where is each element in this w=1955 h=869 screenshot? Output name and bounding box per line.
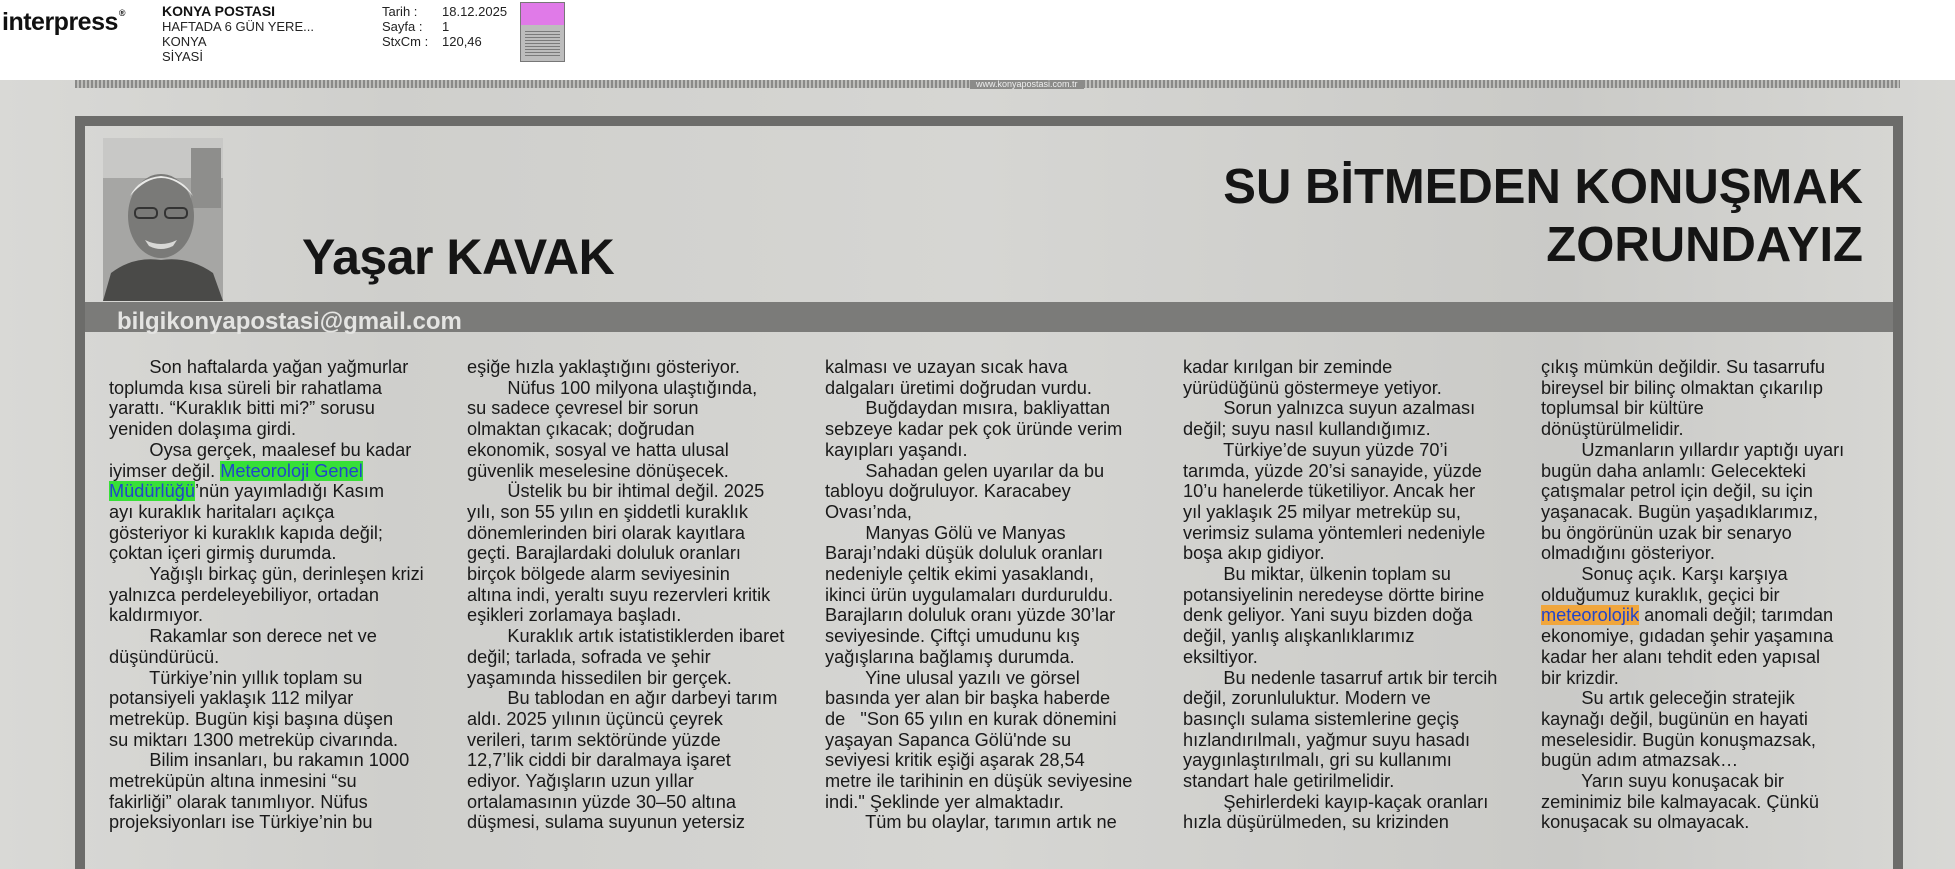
article-column-5 [1541, 357, 1877, 833]
article-line: yeniden dolaşıma girdi. [109, 419, 297, 440]
article-line: toplumsal bir kültüre [1541, 398, 1704, 419]
article-line: aldı. 2025 yılının üçüncü çeyrek [467, 708, 723, 729]
publication-city: KONYA [162, 34, 207, 49]
article-line: bugün adım atmazsak… [1541, 750, 1739, 771]
headline-line-1: SU BİTMEDEN KONUŞMAK [1223, 160, 1863, 214]
article-line: Türkiye’nin yıllık toplam su [109, 667, 363, 688]
highlight-term: Meteoroloji Genel [220, 460, 363, 481]
article-line: kaldırmıyor. [109, 605, 203, 626]
article-line: Tüm bu olaylar, tarımın artık ne [825, 812, 1117, 833]
article-line: Bu miktar, ülkenin toplam su [1183, 564, 1451, 585]
publication-info [162, 4, 314, 64]
article-line: Yağışlı birkaç gün, derinleşen krizi [109, 564, 424, 585]
clip-header [0, 0, 1955, 80]
article-line: toplumda kısa süreli bir rahatlama [109, 377, 382, 398]
article-line: Oysa gerçek, maalesef bu kadar [109, 439, 412, 460]
article-line: yaşayan Sapanca Gölü'nde su [825, 729, 1072, 750]
article-line: denk geliyor. Yani suyu bizden doğa [1183, 605, 1473, 626]
article-line: bireysel bir bilinç olmaktan çıkarılıp [1541, 377, 1824, 398]
date-value: 18.12.2025 [442, 4, 508, 19]
article-line: Manyas Gölü ve Manyas [825, 522, 1066, 543]
article-column-4 [1183, 357, 1519, 833]
article-line: düşündürücü. [109, 646, 220, 667]
article-line: Barajı’ndaki düşük doluluk oranları [825, 543, 1104, 564]
article-line: yılı, son 55 yılın en şiddetli kuraklık [467, 501, 749, 522]
article-line: düşmesi, sulama suyunun yetersiz [467, 812, 745, 833]
article-line: yaygınlaştırılmalı, gri su kullanımı [1183, 750, 1452, 771]
thumbnail-lines [525, 29, 560, 57]
article-line: kaynağı değil, bugünün en hayati [1541, 708, 1808, 729]
article-line: su sadece çevresel bir sorun [467, 398, 699, 419]
article-line: eşikleri zorlamaya başladı. [467, 605, 682, 626]
article-line: yaşanacak. Bugün yaşadıklarımız, [1541, 501, 1818, 522]
article-line: Sorun yalnızca suyun azalması [1183, 398, 1476, 419]
article-line: yaşamında hissedilen bir gerçek. [467, 667, 732, 688]
article-line: Şehirlerdeki kayıp-kaçak oranları [1183, 791, 1489, 812]
article-column-2 [467, 357, 803, 833]
article-line: yıl yaklaşık 25 milyar metreküp su, [1183, 501, 1461, 522]
article-line: ediyor. Yağışların uzun yıllar [467, 771, 694, 792]
article-line: bir krizdir. [1541, 667, 1619, 688]
article-line: indi." Şeklinde yer almaktadır. [825, 791, 1064, 812]
article-line: Türkiye’de suyun yüzde 70’i [1183, 439, 1448, 460]
stxcm-label: StxCm : [382, 34, 429, 49]
article-line: çoktan içeri girmiş durumda. [109, 543, 337, 564]
article-line: tabloyu doğruluyor. Karacabey [825, 481, 1071, 502]
article-line: sebzeye kadar pek çok üründe verim [825, 419, 1123, 440]
stxcm-value: 120,46 [442, 34, 482, 49]
website-url: www.konyapostasi.com.tr [970, 80, 1084, 89]
article-line: gösteriyor ki kuraklık kapıda değil; [109, 522, 383, 543]
article-line: dönemlerinden biri olarak kayıtlara [467, 522, 746, 543]
article-line: geçti. Barajlardaki doluluk oranları [467, 543, 741, 564]
author-email[interactable]: bilgikonyapostasi@gmail.com [117, 308, 462, 335]
article-line: olmadığını gösteriyor. [1541, 543, 1715, 564]
article-line: Müdürlüğü’nün yayımladığı Kasım [109, 481, 384, 502]
article-line: Yine ulusal yazılı ve görsel [825, 667, 1080, 688]
article-line: iyimser değil. Meteoroloji Genel [109, 460, 363, 481]
article-line: yarattı. “Kuraklık bitti mi?” sorusu [109, 398, 375, 419]
article-line: hızlandırılmalı, yağmur suyu hasadı [1183, 729, 1471, 750]
article-line: nedeniyle çeltik ekimi yasaklandı, [825, 564, 1094, 585]
article-line: altına indi, yeraltı suyu rezervleri kritik [467, 584, 771, 605]
page-label: Sayfa : [382, 19, 423, 34]
article-line: Sonuç açık. Karşı karşıya [1541, 564, 1788, 585]
article-line: bu öngörünün uzak bir senaryo [1541, 522, 1792, 543]
article-line: ekonomiye, gıdadan şehir yaşamına [1541, 626, 1834, 647]
article-line: çıkış mümkün değildir. Su tasarrufu [1541, 357, 1826, 377]
article-line: olmaktan çıkacak; doğrudan [467, 419, 695, 440]
article-line: potansiyelinin neredeyse dörtte birine [1183, 584, 1485, 605]
article-line: çatışmalar petrol için değil, su için [1541, 481, 1813, 502]
article-line: değil; suyu nasıl kullandığımız. [1183, 419, 1431, 440]
page-thumbnail[interactable] [520, 2, 565, 62]
article-line: dalgaları üretimi doğrudan vurdu. [825, 377, 1092, 398]
article-line: meteorolojik anomali değil; tarımdan [1541, 605, 1834, 626]
article-line: projeksiyonları ise Türkiye’nin bu [109, 812, 373, 833]
article-line: Kuraklık artık istatistiklerden ibaret [467, 626, 785, 647]
article-line: olduğumuz kuraklık, geçici bir [1541, 584, 1780, 605]
article-headline [963, 158, 1863, 274]
article-line: meselesidir. Bugün konuşmazsak, [1541, 729, 1816, 750]
article-line: metreküp. Bugün kişi başına düşen [109, 708, 394, 729]
article-line: potansiyeli yaklaşık 112 milyar [109, 688, 354, 709]
article-line: Bu tablodan en ağır darbeyi tarım [467, 688, 778, 709]
article-line: kayıpları yaşandı. [825, 439, 968, 460]
article-line: su miktarı 1300 metreküp civarında. [109, 729, 399, 750]
publication-frequency: HAFTADA 6 GÜN YERE... [162, 19, 314, 34]
article-line: kalması ve uzayan sıcak hava [825, 357, 1068, 377]
article-line: Ovası’nda, [825, 501, 912, 522]
headline-line-2: ZORUNDAYIZ [1546, 218, 1863, 272]
article-line: ayı kuraklık haritaları açıkça [109, 501, 335, 522]
author-portrait-image [103, 138, 223, 301]
highlight-term: meteorolojik [1541, 605, 1640, 626]
article-line: Buğdaydan mısıra, bakliyattan [825, 398, 1111, 419]
article-line: bugün daha anlamlı: Gelecekteki [1541, 460, 1806, 481]
article-line: Nüfus 100 milyona ulaştığında, [467, 377, 758, 398]
article-line: Üstelik bu bir ihtimal değil. 2025 [467, 481, 765, 502]
article-column-1 [109, 357, 445, 833]
article-line: Yarın suyu konuşacak bir [1541, 771, 1784, 792]
article-line: verimsiz sulama yöntemleri nedeniyle [1183, 522, 1486, 543]
article-line: boşa akıp gidiyor. [1183, 543, 1325, 564]
article-line: 10’u hanelerde tüketiliyor. Ancak her [1183, 481, 1476, 502]
publication-category: SİYASİ [162, 49, 203, 64]
article-line: eksiltiyor. [1183, 646, 1258, 667]
article-line: ortalamasının yüzde 30–50 altına [467, 791, 736, 812]
article-line: Rakamlar son derece net ve [109, 626, 377, 647]
article-line: metre ile tarihinin en düşük seviyesine [825, 771, 1133, 792]
author-photo [103, 138, 223, 301]
article-line: ekonomik, sosyal ve hatta ulusal [467, 439, 729, 460]
article-line: değil, yanlış alışkanlıklarımız [1183, 626, 1415, 647]
article-line: Barajların doluluk oranı yüzde 30’lar [825, 605, 1116, 626]
article-line: eşiğe hızla yaklaştığını gösteriyor. [467, 357, 740, 377]
highlight-term: Müdürlüğü [109, 481, 195, 502]
article-line: basında yer alan bir başka haberde [825, 688, 1111, 709]
article-line: kadar kırılgan bir zeminde [1183, 357, 1393, 377]
article-column-3 [825, 357, 1161, 833]
article-line: güvenlik meselesine dönüşecek. [467, 460, 729, 481]
article-line: metreküpün altına inmesini “su [109, 771, 357, 792]
article-line: basınçlı sulama sistemlerine geçiş [1183, 708, 1459, 729]
article-line: yalnızca perdeleyebiliyor, ortadan [109, 584, 379, 605]
article-line: zeminimiz bile kalmayacak. Çünkü [1541, 791, 1819, 812]
article-line: değil; tarlada, sofrada ve şehir [467, 646, 711, 667]
article-line: değil, zorunluluktur. Modern ve [1183, 688, 1431, 709]
article-line: tarımda, yüzde 20’si sanayide, yüzde [1183, 460, 1482, 481]
publication-name: KONYA POSTASI [162, 3, 276, 19]
article-line: yağışlarına bağlamış durumda. [825, 646, 1075, 667]
article-line: ikinci ürün uygulamaları durduruldu. [825, 584, 1114, 605]
article-line: 12,7’lik ciddi bir daralmaya işaret [467, 750, 731, 771]
article-line: dönüştürülmelidir. [1541, 419, 1684, 440]
article-line: seviyesinde. Çiftçi umudunu kış [825, 626, 1080, 647]
article-line: de "Son 65 yılın en kurak dönemini [825, 708, 1117, 729]
article-line: Bilim insanları, bu rakamın 1000 [109, 750, 410, 771]
article-line: Son haftalarda yağan yağmurlar [109, 357, 409, 377]
author-name: Yaşar KAVAK [302, 229, 615, 285]
article-line: hızla düşürülmeden, su krizinden [1183, 812, 1449, 833]
article-line: verileri, tarım sektöründe yüzde [467, 729, 721, 750]
article-line: yürüdüğünü göstermeye yetiyor. [1183, 377, 1442, 398]
newspaper-scan [0, 80, 1955, 869]
article-line: kadar her alanı tehdit eden yapısal [1541, 646, 1821, 667]
article-line: standart hale getirilmelidir. [1183, 771, 1395, 792]
page-value: 1 [442, 19, 450, 34]
article-line: Su artık geleceğin stratejik [1541, 688, 1795, 709]
clip-meta [382, 4, 507, 49]
article-line: Sahadan gelen uyarılar da bu [825, 460, 1105, 481]
interpress-logo: interpress® [2, 8, 126, 36]
article-line: Bu nedenle tasarruf artık bir tercih [1183, 667, 1498, 688]
article-line: konuşacak su olmayacak. [1541, 812, 1750, 833]
date-label: Tarih : [382, 4, 418, 19]
article-line: seviyesi kritik eşiği aşarak 28,54 [825, 750, 1085, 771]
thumbnail-highlight [521, 3, 564, 25]
article-line: Uzmanların yıllardır yaptığı uyarı [1541, 439, 1845, 460]
article-line: birçok bölgede alarm seviyesinin [467, 564, 730, 585]
article-line: fakirliği” olarak tanımlıyor. Nüfus [109, 791, 368, 812]
